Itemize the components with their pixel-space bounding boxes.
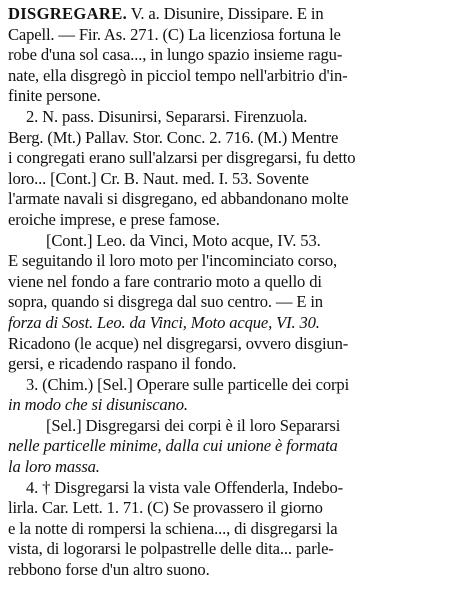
text-line: forza di Sost. Leo. da Vinci, Moto acque, VI. 30.: [8, 312, 320, 332]
text-line: i congregati erano sull'alzarsi per disgregarsi, fu detto: [8, 148, 356, 168]
text-line: 4. † Disgregarsi la vista vale Offenderla, Indebo-: [26, 477, 344, 497]
text-line: [Cont.] Leo. da Vinci, Moto acque, IV. 53.: [46, 230, 321, 250]
text-line: lirla. Car. Lett. 1. 71. (C) Se provassero il giorno: [8, 498, 323, 518]
entry-sense-1: [8, 4, 469, 107]
text-line: Capell. — Fir. As. 271. (C) La licenziosa fortuna le: [8, 24, 341, 44]
text-line: 3. (Chim.) [Sel.] Operare sulle particelle dei corpi: [26, 374, 350, 394]
text-line: loro... [Cont.] Cr. B. Naut. med. I. 53. Sovente: [8, 168, 309, 188]
text-line: rebbono forse d'un altro suono.: [8, 560, 210, 580]
text-line: Ricadono (le acque) nel disgregarsi, ovvero disgiun-: [8, 333, 349, 353]
text-line: eroiche imprese, e prese famose.: [8, 209, 220, 229]
text-line: DISGREGARE. V. a. Disunire, Dissipare. E in: [8, 4, 324, 23]
entry-sense-3: [8, 375, 469, 416]
entry-sense-4: [8, 478, 469, 581]
entry-sense-2-citation: [8, 231, 469, 375]
text-line: [Sel.] Disgregarsi dei corpi è il loro Separarsi: [46, 415, 341, 435]
text-line: viene nel fondo a fare contrario moto a quello di: [8, 271, 322, 291]
text-line: 2. N. pass. Disunirsi, Separarsi. Firenzuola.: [26, 106, 308, 126]
text-line: nelle particelle minime, dalla cui unione è formata: [8, 436, 338, 456]
text-line: in modo che si disuniscano.: [8, 395, 188, 415]
text-line: e la notte di rompersi la schiena..., di disgregarsi la: [8, 518, 338, 538]
text-line: nate, ella disgregò in picciol tempo nell'arbitrio d'in-: [8, 65, 348, 85]
text-line: l'armate navali si disgregano, ed abbandonano molte: [8, 189, 349, 209]
headword: DISGREGARE.: [8, 4, 128, 23]
text-line: sopra, quando si disgrega dal suo centro. — E in: [8, 292, 323, 312]
text-line: Berg. (Mt.) Pallav. Stor. Conc. 2. 716. (M.) Mentre: [8, 127, 339, 147]
entry-sense-3-note: [8, 416, 469, 478]
text-line: la loro massa.: [8, 457, 100, 477]
text-line: finite persone.: [8, 86, 101, 106]
entry-sense-2: [8, 107, 469, 231]
text-line: vista, di logorarsi le polpastrelle delle dita... parle-: [8, 539, 334, 559]
text-line: E seguitando il loro moto per l'incominciato corso,: [8, 251, 337, 271]
text-line: gersi, e ricadendo raspano il fondo.: [8, 354, 237, 374]
text-line: robe d'una sol casa..., in lungo spazio insieme ragu-: [8, 45, 343, 65]
